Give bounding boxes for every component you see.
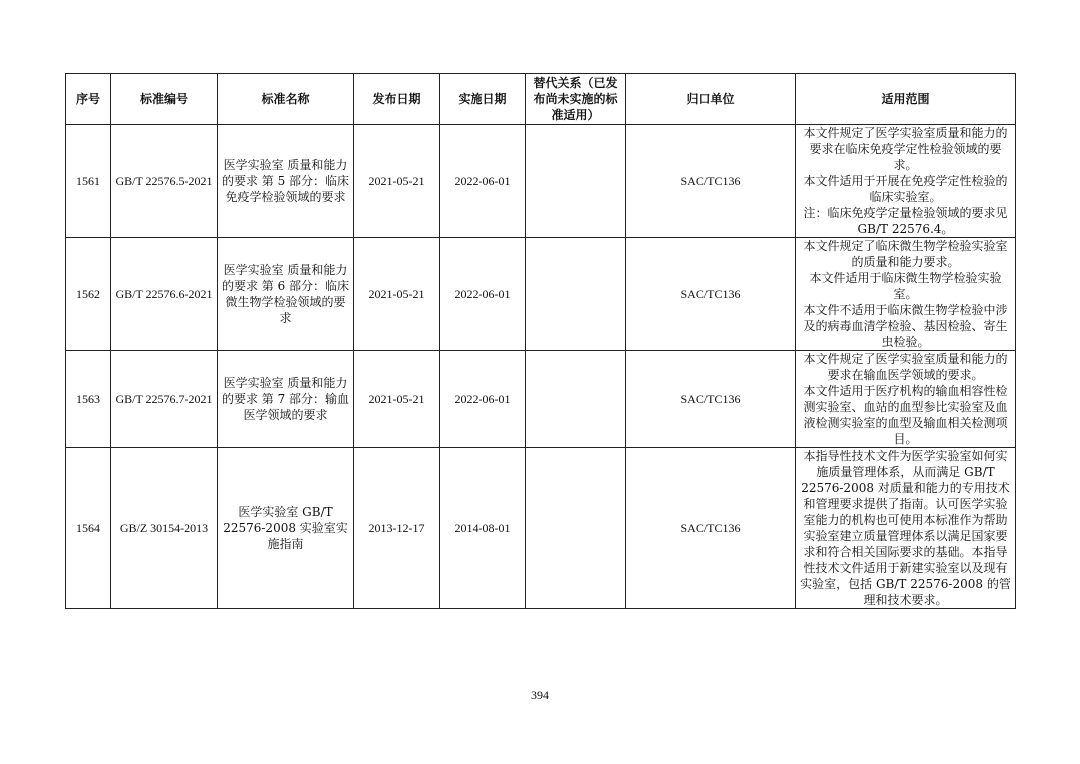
- row-implement-date: 2014-08-01: [440, 448, 526, 609]
- table-row: [66, 351, 1016, 448]
- scope-paragraph: 本文件规定了医学实验室质量和能力的要求在输血医学领域的要求。: [803, 352, 1008, 382]
- row-publish-date: 2021-05-21: [354, 125, 440, 238]
- row-replacement: [526, 351, 626, 448]
- table-row: [66, 238, 1016, 351]
- row-replacement: [526, 125, 626, 238]
- header-name: 标准名称: [218, 74, 354, 125]
- row-no: 1562: [66, 238, 111, 351]
- row-scope: [796, 448, 1016, 609]
- row-no: 1563: [66, 351, 111, 448]
- row-name: 医学实验室 质量和能力的要求 第 7 部分：输血医学领域的要求: [218, 351, 354, 448]
- header-implement-date: 实施日期: [440, 74, 526, 125]
- row-name: 医学实验室 质量和能力的要求 第 5 部分：临床免疫学检验领域的要求: [218, 125, 354, 238]
- row-implement-date: 2022-06-01: [440, 125, 526, 238]
- scope-paragraph: 本文件不适用于临床微生物学检验中涉及的病毒血清学检验、基因检验、寄生虫检验。: [803, 303, 1008, 349]
- header-scope: 适用范围: [796, 74, 1016, 125]
- row-unit: SAC/TC136: [626, 351, 796, 448]
- row-replacement: [526, 238, 626, 351]
- table-row: [66, 125, 1016, 238]
- row-publish-date: 2021-05-21: [354, 238, 440, 351]
- row-no: 1564: [66, 448, 111, 609]
- row-publish-date: 2013-12-17: [354, 448, 440, 609]
- row-code: GB/Z 30154-2013: [111, 448, 218, 609]
- row-code: GB/T 22576.7-2021: [111, 351, 218, 448]
- row-scope: [796, 125, 1016, 238]
- row-no: 1561: [66, 125, 111, 238]
- row-unit: SAC/TC136: [626, 448, 796, 609]
- header-unit: 归口单位: [626, 74, 796, 125]
- row-code: GB/T 22576.5-2021: [111, 125, 218, 238]
- row-scope: [796, 238, 1016, 351]
- page-number: 394: [531, 688, 549, 702]
- scope-paragraph: 本文件适用于临床微生物学检验实验室。: [809, 271, 1002, 301]
- header-row: [66, 74, 1016, 125]
- header-no: 序号: [66, 74, 111, 125]
- header-publish-date: 发布日期: [354, 74, 440, 125]
- row-publish-date: 2021-05-21: [354, 351, 440, 448]
- scope-paragraph: 本文件规定了医学实验室质量和能力的要求在临床免疫学定性检验领域的要求。: [803, 126, 1008, 172]
- row-scope: [796, 351, 1016, 448]
- header-code: 标准编号: [111, 74, 218, 125]
- row-name: 医学实验室 GB/T 22576-2008 实验室实施指南: [218, 448, 354, 609]
- table-row: [66, 448, 1016, 609]
- row-unit: SAC/TC136: [626, 238, 796, 351]
- row-implement-date: 2022-06-01: [440, 238, 526, 351]
- header-replacement: 替代关系（已发布尚未实施的标准适用）: [526, 74, 626, 125]
- row-implement-date: 2022-06-01: [440, 351, 526, 448]
- row-replacement: [526, 448, 626, 609]
- row-name: 医学实验室 质量和能力的要求 第 6 部分：临床微生物学检验领域的要求: [218, 238, 354, 351]
- scope-paragraph: 本文件适用于开展在免疫学定性检验的临床实验室。: [803, 174, 1008, 204]
- scope-paragraph: 注：临床免疫学定量检验领域的要求见 GB/T 22576.4。: [803, 206, 1008, 236]
- scope-paragraph: 本指导性技术文件为医学实验室如何实施质量管理体系，从而满足 GB/T 22576-2008 对质量和能力的专用技术和管理要求提供了指南。认可医学实验室能力的机构也可使用本标准作为帮助实验室建立质量管理体系以满足国家要求和符合相关国际要求的基础。本指导性技术文件适用于新建实验室以及现有实验室，包括 GB/T 22576-2008 的管理和技术要求。: [800, 449, 1011, 607]
- standards-table: [65, 73, 1016, 609]
- scope-paragraph: 本文件规定了临床微生物学检验实验室的质量和能力要求。: [803, 239, 1008, 269]
- row-unit: SAC/TC136: [626, 125, 796, 238]
- row-code: GB/T 22576.6-2021: [111, 238, 218, 351]
- scope-paragraph: 本文件适用于医疗机构的输血相容性检测实验室、血站的血型参比实验室及血液检测实验室的血型及输血相关检测项目。: [803, 384, 1008, 446]
